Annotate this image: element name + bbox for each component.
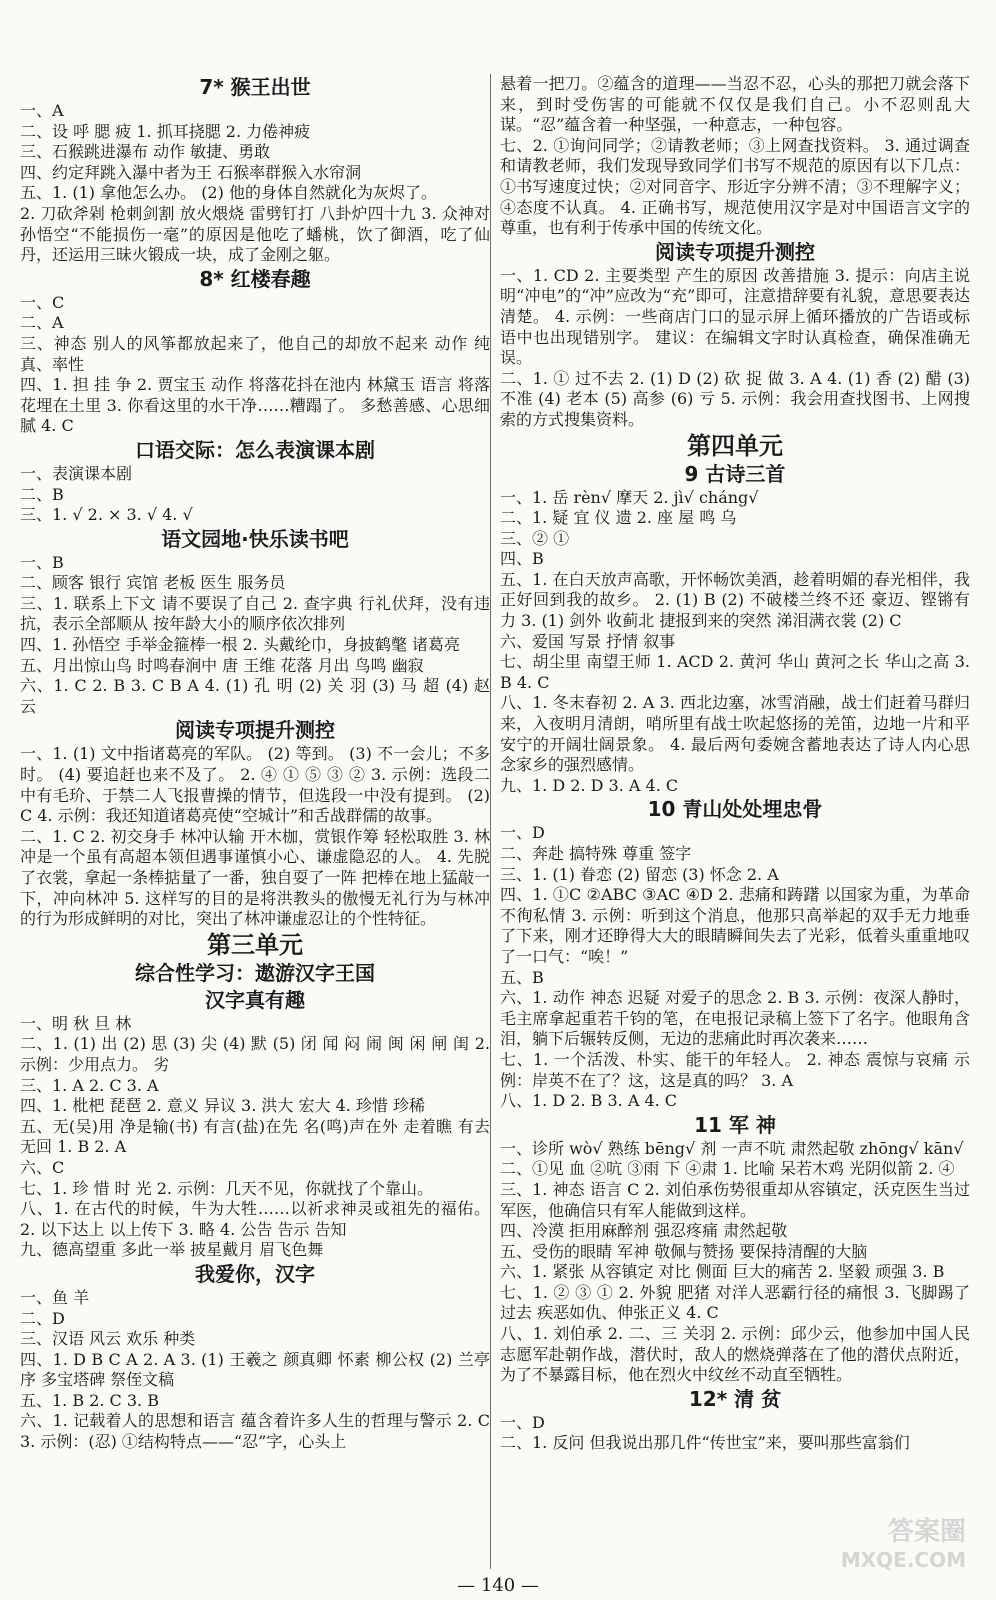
answer-line: 二、奔赴 搞特殊 尊重 签字 [500,844,692,863]
section-title: 11 军 神 [694,1112,776,1137]
answer-line: 四、1. 孙悟空 手举金箍棒一根 2. 头戴纶巾，身披鹤氅 诸葛亮 [20,635,460,655]
answer-line: 三、神态 别人的风筝都放起来了，他自己的却放不起来 动作 纯真、率性 [20,333,490,374]
answer-line: 九、德高望重 多此一举 披星戴月 眉飞色舞 [20,1240,324,1260]
section-title: 综合性学习：遨游汉字王国 [135,960,375,985]
answer-line: 八、1. D 2. B 3. A 4. C [500,1091,678,1111]
watermark-url: MXQE.COM [840,1548,966,1572]
answer-line: 七、1. 一个活泼、朴实、能干的年轻人。 2. 神态 震惊与哀痛 示例：岸英不在了？这，这是真的吗？ 3. A [500,1049,970,1090]
section-title: 9 古诗三首 [684,461,786,486]
answer-line: 五、B [500,967,544,987]
answer-line: 三、② ① [500,528,570,548]
answer-line: 二、1. 疑 宜 仪 遗 2. 座 屋 鸣 乌 [500,508,737,528]
answer-line: 2. 刀砍斧剁 枪刺剑割 放火煨烧 雷劈钉打 八卦炉四十九 3. 众神对孙悟空“不能损伤一毫”的原因是他吃了蟠桃，饮了御酒，吃了仙丹，还运用三昧火锻成一块，成了金刚之躯。 [20,203,490,265]
answer-line: 九、1. D 2. D 3. A 4. C [500,775,679,795]
answer-line: 一、诊所 wò√ 熟练 bēng√ 剂 一声不吭 肃然起敬 zhōng√ kān√ [500,1138,964,1158]
answer-line: 七、2. ①询问同学；②请教老师；③上网查找资料。 3. 通过调查和请教老师，我们发现导致同学们书写不规范的原因有以下几点：①书写速度过快；②对同音字、形近字分辨不清；③不理解字义；④态度不认真。 4. 正确书写，规范使用汉字是对中国语言文字的尊重，也有利于传承中国的传统文化。 [500,135,970,238]
section-title: 我爱你，汉字 [195,1261,315,1286]
answer-line: 七、胡尘里 南望王师 1. ACD 2. 黄河 华山 黄河之长 华山之高 3. B 4. C [500,652,970,692]
answer-line: 一、D [500,823,545,843]
answer-line: 六、1. C 2. B 3. C B A 4. (1) 孔 明 (2) 关 羽 (3) 马 超 (4) 赵 云 [20,676,490,716]
answer-line: 四、1. ①C ②ABC ③AC ④D 2. 悲痛和踌躇 以国家为重，为革命不徇私情 3. 示例：听到这个消息，他那只高举起的双手无力地垂了下来，刚才还睁得大大的眼睛瞬间失去了光彩，低着头重重地叹了一口气：“唉！” [500,885,970,966]
answer-line: 四、1. D B C A 2. A 3. (1) 王羲之 颜真卿 怀素 柳公权 (2) 兰亭序 多宝塔碑 祭侄文稿 [20,1349,490,1390]
right-column [500,74,970,1564]
answer-line: 二、B [20,484,64,504]
section-title: 口语交际：怎么表演课本剧 [135,437,375,462]
answer-line: 四、1. 枇杷 琵琶 2. 意义 异议 3. 洪大 宏大 4. 珍惜 珍稀 [20,1096,426,1116]
answer-line: 三、1. 联系上下文 请不要误了自己 2. 查字典 行礼伏拜，没有违抗，表示全部顺从 按年龄大小的顺序依次排列 [20,593,490,634]
answer-line: 一、鱼 羊 [20,1287,90,1307]
answer-line: 二、1. C 2. 初交身手 林冲认输 开木枷，赏银作筹 轻松取胜 3. 林冲是一个虽有高超本领但遇事谨慎小心、谦虚隐忍的人。 4. 先脱了衣裳，拿起一条棒掂量了一番，独自耍了一阵 把棒在地上猛敲一下，冲向林冲 5. 这样写的目的是将洪教头的傲慢无礼行为与林冲的行为形成鲜明的对比，突出了林冲谦虚忍让的个性特征。 [20,826,490,929]
unit-title: 第三单元 [207,930,303,959]
answer-line: 一、A [20,101,64,120]
answer-line: 四、B [500,549,544,569]
answer-line: 二、1. 反问 但我说出那几件“传世宝”来，要叫那些富翁们 [500,1433,910,1453]
answer-line: 四、1. 担 挂 争 2. 贾宝玉 动作 将落花抖在池内 林黛玉 语言 将落花埋在土里 3. 你看这里的水干净……糟蹋了。 多愁善感、心思细腻 4. C [20,375,490,436]
answer-line: 四、约定拜跳入瀑中者为王 石猴率群猴入水帘洞 [20,162,362,182]
answer-line: 一、D [500,1412,545,1432]
answer-line: 二、设 呼 腮 疲 1. 抓耳挠腮 2. 力倦神疲 [20,121,311,141]
answer-line: 六、1. 紧张 从容镇定 对比 侧面 巨大的痛苦 2. 坚毅 顽强 3. B [500,1262,945,1282]
answer-line: 一、明 秋 旦 林 [20,1013,132,1033]
answer-line: 一、C [20,292,65,312]
section-title: 汉字真有趣 [205,987,305,1012]
answer-line: 八、1. 冬末春初 2. A 3. 西北边塞，冰雪消融，战士们赶着马群归来，入夜明月清朗，哨所里有战士吹起悠扬的羌笛，边地一片和平安宁的开阔壮阔景象。 4. 最后两句委婉含蓄地表达了诗人内心思念家乡的强烈感情。 [500,693,970,775]
answer-line: 一、1. 岳 rèn√ 摩天 2. jì√ cháng√ [500,487,759,507]
section-title: 语文园地·快乐读书吧 [161,526,349,551]
page-number: — 140 — [457,1575,539,1596]
answer-line: 六、爱国 写景 抒情 叙事 [500,631,676,651]
answer-line: 七、1. ② ③ ① 2. 外貌 肥猪 对洋人恶霸行径的痛恨 3. 飞脚踢了过去 疾恶如仇、伸张正义 4. C [500,1282,970,1323]
left-column [20,74,490,1564]
section-title: 10 青山处处埋忠骨 [647,797,823,822]
section-title: 阅读专项提升测控 [175,718,335,743]
answer-line: 二、1. (1) 出 (2) 思 (3) 尖 (4) 默 (5) 闭 闻 闷 闹 闽 闲 闸 闺 2. 示例：少用点力。 劣 [20,1034,490,1074]
answer-line: 七、1. 珍 惜 时 光 2. 示例：几天不见，你就找了个靠山。 [20,1178,434,1198]
answer-line: 四、冷漠 拒用麻醉剂 强忍疼痛 肃然起敬 [500,1221,788,1241]
watermark-logo [816,1518,966,1578]
section-title: 阅读专项提升测控 [655,239,815,264]
answer-line: 二、A [20,313,64,333]
answer-line: 三、1. √ 2. × 3. √ 4. √ [20,505,193,525]
answer-line: 一、1. (1) 文中指诸葛亮的军队。 (2) 等到。 (3) 不一会儿；不多时。 (4) 要追赶也来不及了。 2. ④ ① ⑤ ③ ② 3. 示例：选段二中有毛玠、于禁二人飞报曹操的情节，但选段一中没有提到。 (2) C 4. 示例：我还知道诸葛亮使“空城计”和舌战群儒的故事。 [20,744,490,826]
answer-line: 五、1. B 2. C 3. B [20,1390,159,1410]
answer-line: 三、1. A 2. C 3. A [20,1075,159,1095]
answer-line: 悬着一把刀。②蕴含的道理——当忍不忍，心头的那把刀就会落下来，到时受伤害的可能就不仅仅是我们自己。小不忍则乱大谋。“忍”蕴含着一种坚强，一种意志，一种包容。 [500,74,970,135]
answer-line: 二、1. ① 过不去 2. (1) D (2) 砍 捉 做 3. A 4. (1) 香 (2) 醋 (3) 不准 (4) 老本 (5) 高参 (6) 亏 5. 示例：我会用查找图书、上网搜索的方式搜集资料。 [500,368,970,429]
answer-line: 五、1. (1) 拿他怎么办。 (2) 他的身体自然就化为灰烬了。 [20,183,437,203]
answer-line: 六、1. 动作 神态 迟疑 对爱子的思念 2. B 3. 示例：夜深人静时，毛主席拿起重若千钧的笔，在电报记录稿上签下了名字。他眼角含泪，躺下后辗转反侧，无边的悲痛此时再次袭来…… [500,988,970,1049]
unit-title: 第四单元 [687,431,783,460]
answer-line: 六、1. 记载着人的思想和语言 蕴含着许多人生的哲理与警示 2. C 3. 示例：(忍) ①结构特点——“忍”字，心头上 [20,1411,490,1452]
answer-line: 二、D [20,1308,65,1328]
answer-line: 一、1. CD 2. 主要类型 产生的原因 改善措施 3. 提示：向店主说明“冲电”的“冲”应改为“充”即可，注意措辞要有礼貌，意思要表达清楚。 4. 示例：一些商店门口的显示屏上循环播放的广告语或标语中也出现错别字。 建议：在编辑文字时认真检查，确保准确无误。 [500,265,970,368]
column-divider [490,74,491,1569]
answer-line: 二、顾客 银行 宾馆 老板 医生 服务员 [20,573,286,593]
answer-line: 三、石猴跳进瀑布 动作 敏捷、勇敢 [20,142,271,162]
answer-line: 三、汉语 风云 欢乐 种类 [20,1329,196,1349]
watermark-cn: 答案圈 [887,1517,966,1547]
answer-line: 二、①见 血 ②吭 ③雨 下 ④肃 1. 比喻 呆若木鸡 光阴似箭 2. ④ [500,1159,955,1179]
answer-line: 五、月出惊山鸟 时鸣春涧中 唐 王维 花落 月出 鸟鸣 幽寂 [20,655,424,675]
answer-line: 三、1. (1) 眷恋 (2) 留恋 (3) 怀念 2. A [500,864,779,884]
section-title: 8* 红楼春趣 [199,266,311,291]
answer-line: 五、无(吴)用 净是输(书) 有言(盐)在先 名(鸣)声在外 走着瞧 有去无回 1. B 2. A [20,1116,490,1157]
answer-line: 一、表演课本剧 [20,463,133,483]
answer-line: 八、1. 刘伯承 2. 二、三 关羽 2. 示例：邱少云，他参加中国人民志愿军赴朝作战，潜伏时，敌人的燃烧弹落在了他的潜伏点附近，为了不暴露目标，他在烈火中纹丝不动直至牺牲。 [500,1324,970,1385]
section-title: 12* 清 贫 [688,1386,782,1411]
answer-line: 六、C [20,1157,65,1177]
answer-line: 一、B [20,552,64,572]
answer-line: 八、1. 在古代的时候，牛为大牲……以祈求神灵或祖先的福佑。 2. 以下达上 以上传下 3. 略 4. 公告 告示 告知 [20,1199,490,1239]
answer-line: 五、1. 在白天放声高歌，开怀畅饮美酒，趁着明媚的春光相伴，我正好回到我的故乡。 2. (1) B (2) 不破楼兰终不还 豪迈、铿锵有力 3. (1) 剑外 收蓟北 捷报到来的突然 涕泪满衣裳 (2) C [500,569,970,631]
answer-line: 三、1. 神态 语言 C 2. 刘伯承伤势很重却从容镇定，沃克医生当过军医，他确信只有军人能做到这样。 [500,1179,970,1220]
section-title: 7* 猴王出世 [199,75,311,99]
answer-line: 五、受伤的眼睛 军神 敬佩与赞扬 要保持清醒的大脑 [500,1241,868,1261]
